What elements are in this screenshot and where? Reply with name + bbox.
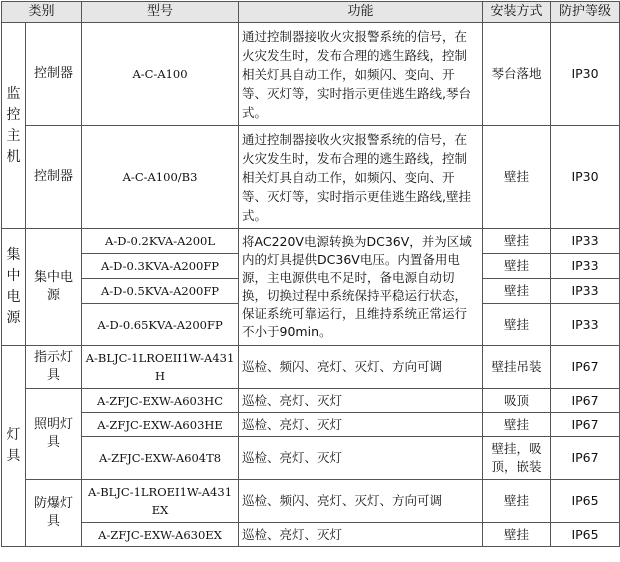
install-cell: 壁挂 — [483, 229, 551, 254]
function-cell: 巡检、亮灯、灭灯 — [239, 389, 483, 413]
function-cell: 通过控制器接收火灾报警系统的信号，在火灾发生时，发布合理的逃生路线，控制相关灯具自动工作，如频闪、变向、开等、灭灯等，实时指示更佳逃生路线,琴台式。 — [239, 23, 483, 126]
model-cell: A-BLJC-1LROEⅠ1W-A431EX — [82, 480, 239, 523]
install-cell: 吸顶 — [483, 389, 551, 413]
ip-cell: IP30 — [551, 23, 620, 126]
function-cell: 巡检、亮灯、灭灯 — [239, 523, 483, 547]
group-lights: 灯具 — [2, 346, 26, 547]
model-cell: A-ZFJC-EXW-A630EX — [82, 523, 239, 547]
ip-cell: IP65 — [551, 480, 620, 523]
install-cell: 壁挂吊装 — [483, 346, 551, 389]
table-row — [2, 413, 620, 437]
table-row — [2, 389, 620, 413]
ip-cell: IP67 — [551, 413, 620, 437]
install-cell: 壁挂，吸顶，嵌装 — [483, 437, 551, 480]
sub-explosion: 防爆灯具 — [26, 480, 82, 547]
table-row — [2, 523, 620, 547]
model-cell: A-D-0.3KVA-A200FP — [82, 254, 239, 279]
header-category: 类别 — [2, 2, 82, 23]
model-cell: A-ZFJC-EXW-A604T8 — [82, 437, 239, 480]
function-cell: 巡检、频闪、亮灯、灭灯、方向可调 — [239, 480, 483, 523]
model-cell: A-C-A100/B3 — [82, 126, 239, 229]
install-cell: 壁挂 — [483, 304, 551, 346]
function-cell: 通过控制器接收火灾报警系统的信号，在火灾发生时，发布合理的逃生路线，控制相关灯具自动工作，如频闪、变向、开等、灭灯等，实时指示更佳逃生路线,壁挂式。 — [239, 126, 483, 229]
model-cell: A-C-A100 — [82, 23, 239, 126]
group-monitor: 监控主机 — [2, 23, 26, 229]
ip-cell: IP67 — [551, 389, 620, 413]
ip-cell: IP33 — [551, 254, 620, 279]
header-protection: 防护等级 — [551, 2, 620, 23]
header-row — [2, 2, 620, 23]
sub-controller: 控制器 — [26, 126, 82, 229]
sub-indicator: 指示灯具 — [26, 346, 82, 389]
model-cell: A-D-0.5KVA-A200FP — [82, 279, 239, 304]
ip-cell: IP33 — [551, 279, 620, 304]
install-cell: 壁挂 — [483, 279, 551, 304]
install-cell: 壁挂 — [483, 126, 551, 229]
install-cell: 壁挂 — [483, 413, 551, 437]
ip-cell: IP67 — [551, 437, 620, 480]
model-cell: A-ZFJC-EXW-A603HC — [82, 389, 239, 413]
table-row — [2, 437, 620, 480]
install-cell: 壁挂 — [483, 254, 551, 279]
header-install: 安装方式 — [483, 2, 551, 23]
header-function: 功能 — [239, 2, 483, 23]
spec-table — [1, 1, 620, 547]
model-cell: A-D-0.2KVA-A200L — [82, 229, 239, 254]
function-cell: 巡检、亮灯、灭灯 — [239, 413, 483, 437]
model-cell: A-ZFJC-EXW-A603HE — [82, 413, 239, 437]
function-cell: 将AC220V电源转换为DC36V，并为区域内的灯具提供DC36V电压。内置备用电源，主电源供电不足时，备电源自动切换，切换过程中系统保持平稳运行状态，保证系统可靠运行，且维持系统正常运行不小于90min。 — [239, 229, 483, 346]
table-row — [2, 480, 620, 523]
model-cell: A-BLJC-1LROEII1W-A431H — [82, 346, 239, 389]
table-row — [2, 126, 620, 229]
function-cell: 巡检、频闪、亮灯、灭灯、方向可调 — [239, 346, 483, 389]
install-cell: 壁挂 — [483, 523, 551, 547]
sub-controller: 控制器 — [26, 23, 82, 126]
ip-cell: IP30 — [551, 126, 620, 229]
ip-cell: IP67 — [551, 346, 620, 389]
install-cell: 琴台落地 — [483, 23, 551, 126]
install-cell: 壁挂 — [483, 480, 551, 523]
header-model: 型号 — [82, 2, 239, 23]
ip-cell: IP33 — [551, 304, 620, 346]
model-cell: A-D-0.65KVA-A200FP — [82, 304, 239, 346]
function-cell: 巡检、亮灯、灭灯 — [239, 437, 483, 480]
table-row — [2, 23, 620, 126]
sub-central-power: 集中电源 — [26, 229, 82, 346]
group-power: 集中电源 — [2, 229, 26, 346]
sub-lighting: 照明灯具 — [26, 389, 82, 480]
table-row — [2, 346, 620, 389]
ip-cell: IP33 — [551, 229, 620, 254]
table-row — [2, 229, 620, 254]
ip-cell: IP65 — [551, 523, 620, 547]
